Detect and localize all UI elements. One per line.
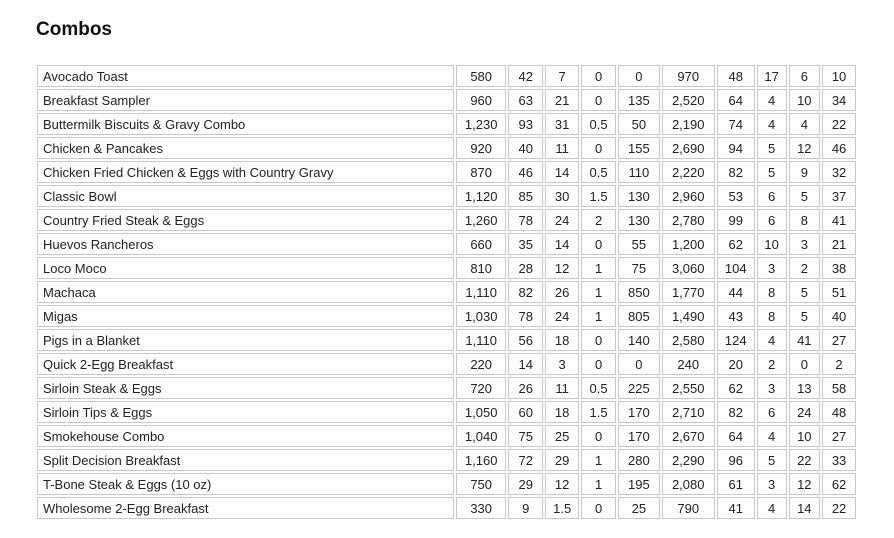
table-row [37, 257, 856, 279]
table-row [37, 377, 856, 399]
value-cell: 850 [618, 281, 660, 303]
value-cell: 2,550 [662, 377, 715, 399]
value-cell: 82 [717, 401, 755, 423]
value-cell: 25 [545, 425, 579, 447]
value-cell: 82 [717, 161, 755, 183]
item-name-cell: Split Decision Breakfast [37, 449, 454, 471]
value-cell: 41 [717, 497, 755, 519]
value-cell: 40 [508, 137, 543, 159]
value-cell: 790 [662, 497, 715, 519]
value-cell: 25 [618, 497, 660, 519]
value-cell: 37 [822, 185, 856, 207]
value-cell: 1 [581, 449, 616, 471]
value-cell: 11 [545, 377, 579, 399]
value-cell: 2,670 [662, 425, 715, 447]
value-cell: 27 [822, 329, 856, 351]
value-cell: 20 [717, 353, 755, 375]
value-cell: 1,110 [456, 329, 506, 351]
table-row [37, 401, 856, 423]
table-body [37, 65, 856, 519]
item-name-cell: Loco Moco [37, 257, 454, 279]
value-cell: 1.5 [581, 401, 616, 423]
value-cell: 660 [456, 233, 506, 255]
value-cell: 40 [822, 305, 856, 327]
value-cell: 14 [545, 161, 579, 183]
value-cell: 2,710 [662, 401, 715, 423]
value-cell: 43 [717, 305, 755, 327]
value-cell: 6 [789, 65, 821, 87]
value-cell: 2 [822, 353, 856, 375]
value-cell: 10 [789, 89, 821, 111]
item-name-cell: Breakfast Sampler [37, 89, 454, 111]
value-cell: 2 [581, 209, 616, 231]
value-cell: 805 [618, 305, 660, 327]
item-name-cell: Chicken Fried Chicken & Eggs with Country Gravy [37, 161, 454, 183]
value-cell: 64 [717, 425, 755, 447]
value-cell: 48 [717, 65, 755, 87]
value-cell: 13 [789, 377, 821, 399]
value-cell: 32 [822, 161, 856, 183]
value-cell: 3 [757, 473, 787, 495]
value-cell: 99 [717, 209, 755, 231]
table-row [37, 473, 856, 495]
table-row [37, 281, 856, 303]
item-name-cell: Pigs in a Blanket [37, 329, 454, 351]
value-cell: 44 [717, 281, 755, 303]
value-cell: 1,770 [662, 281, 715, 303]
table-row [37, 65, 856, 87]
value-cell: 61 [717, 473, 755, 495]
value-cell: 0 [581, 425, 616, 447]
table-row [37, 329, 856, 351]
value-cell: 31 [545, 113, 579, 135]
value-cell: 41 [822, 209, 856, 231]
value-cell: 870 [456, 161, 506, 183]
value-cell: 0 [789, 353, 821, 375]
value-cell: 17 [757, 65, 787, 87]
value-cell: 2,220 [662, 161, 715, 183]
table-row [37, 161, 856, 183]
value-cell: 82 [508, 281, 543, 303]
value-cell: 1,120 [456, 185, 506, 207]
value-cell: 6 [757, 209, 787, 231]
value-cell: 130 [618, 185, 660, 207]
value-cell: 8 [757, 281, 787, 303]
value-cell: 110 [618, 161, 660, 183]
value-cell: 5 [757, 449, 787, 471]
value-cell: 4 [757, 497, 787, 519]
value-cell: 2,960 [662, 185, 715, 207]
value-cell: 135 [618, 89, 660, 111]
value-cell: 2,520 [662, 89, 715, 111]
value-cell: 53 [717, 185, 755, 207]
value-cell: 3 [789, 233, 821, 255]
value-cell: 1,110 [456, 281, 506, 303]
value-cell: 46 [508, 161, 543, 183]
value-cell: 14 [789, 497, 821, 519]
value-cell: 240 [662, 353, 715, 375]
value-cell: 85 [508, 185, 543, 207]
value-cell: 48 [822, 401, 856, 423]
value-cell: 170 [618, 425, 660, 447]
table-row [37, 137, 856, 159]
table-row [37, 89, 856, 111]
value-cell: 0.5 [581, 113, 616, 135]
item-name-cell: Country Fried Steak & Eggs [37, 209, 454, 231]
value-cell: 6 [757, 185, 787, 207]
value-cell: 1 [581, 305, 616, 327]
value-cell: 64 [717, 89, 755, 111]
value-cell: 58 [822, 377, 856, 399]
item-name-cell: Huevos Rancheros [37, 233, 454, 255]
table-row [37, 497, 856, 519]
value-cell: 24 [545, 209, 579, 231]
value-cell: 5 [757, 161, 787, 183]
value-cell: 2,080 [662, 473, 715, 495]
item-name-cell: Quick 2-Egg Breakfast [37, 353, 454, 375]
value-cell: 26 [508, 377, 543, 399]
value-cell: 94 [717, 137, 755, 159]
value-cell: 60 [508, 401, 543, 423]
value-cell: 1.5 [545, 497, 579, 519]
value-cell: 12 [789, 473, 821, 495]
value-cell: 4 [789, 113, 821, 135]
value-cell: 33 [822, 449, 856, 471]
item-name-cell: T-Bone Steak & Eggs (10 oz) [37, 473, 454, 495]
value-cell: 21 [822, 233, 856, 255]
value-cell: 4 [757, 425, 787, 447]
value-cell: 10 [789, 425, 821, 447]
value-cell: 41 [789, 329, 821, 351]
value-cell: 12 [545, 473, 579, 495]
value-cell: 124 [717, 329, 755, 351]
value-cell: 4 [757, 113, 787, 135]
item-name-cell: Classic Bowl [37, 185, 454, 207]
value-cell: 12 [789, 137, 821, 159]
table-row [37, 425, 856, 447]
value-cell: 2,690 [662, 137, 715, 159]
value-cell: 34 [822, 89, 856, 111]
value-cell: 11 [545, 137, 579, 159]
value-cell: 46 [822, 137, 856, 159]
value-cell: 27 [822, 425, 856, 447]
value-cell: 22 [822, 113, 856, 135]
value-cell: 155 [618, 137, 660, 159]
value-cell: 62 [822, 473, 856, 495]
value-cell: 810 [456, 257, 506, 279]
value-cell: 56 [508, 329, 543, 351]
value-cell: 5 [789, 185, 821, 207]
value-cell: 62 [717, 233, 755, 255]
value-cell: 0 [581, 89, 616, 111]
value-cell: 580 [456, 65, 506, 87]
value-cell: 1.5 [581, 185, 616, 207]
value-cell: 130 [618, 209, 660, 231]
value-cell: 5 [789, 305, 821, 327]
value-cell: 1 [581, 281, 616, 303]
value-cell: 8 [789, 209, 821, 231]
value-cell: 4 [757, 89, 787, 111]
item-name-cell: Chicken & Pancakes [37, 137, 454, 159]
value-cell: 970 [662, 65, 715, 87]
value-cell: 5 [757, 137, 787, 159]
value-cell: 62 [717, 377, 755, 399]
value-cell: 0 [618, 65, 660, 87]
value-cell: 72 [508, 449, 543, 471]
value-cell: 26 [545, 281, 579, 303]
value-cell: 140 [618, 329, 660, 351]
value-cell: 28 [508, 257, 543, 279]
value-cell: 1,260 [456, 209, 506, 231]
value-cell: 1,230 [456, 113, 506, 135]
value-cell: 4 [757, 329, 787, 351]
value-cell: 38 [822, 257, 856, 279]
table-row [37, 185, 856, 207]
item-name-cell: Smokehouse Combo [37, 425, 454, 447]
value-cell: 0 [581, 353, 616, 375]
value-cell: 0.5 [581, 161, 616, 183]
value-cell: 93 [508, 113, 543, 135]
value-cell: 3 [545, 353, 579, 375]
table-row [37, 233, 856, 255]
value-cell: 1 [581, 473, 616, 495]
value-cell: 1,050 [456, 401, 506, 423]
value-cell: 10 [757, 233, 787, 255]
value-cell: 920 [456, 137, 506, 159]
value-cell: 0 [618, 353, 660, 375]
value-cell: 29 [545, 449, 579, 471]
item-name-cell: Machaca [37, 281, 454, 303]
value-cell: 24 [789, 401, 821, 423]
value-cell: 104 [717, 257, 755, 279]
value-cell: 0 [581, 329, 616, 351]
value-cell: 9 [508, 497, 543, 519]
value-cell: 2,580 [662, 329, 715, 351]
value-cell: 0 [581, 497, 616, 519]
table-row [37, 113, 856, 135]
item-name-cell: Migas [37, 305, 454, 327]
value-cell: 22 [822, 497, 856, 519]
value-cell: 2 [789, 257, 821, 279]
value-cell: 24 [545, 305, 579, 327]
item-name-cell: Buttermilk Biscuits & Gravy Combo [37, 113, 454, 135]
value-cell: 195 [618, 473, 660, 495]
value-cell: 0 [581, 137, 616, 159]
value-cell: 78 [508, 305, 543, 327]
value-cell: 75 [618, 257, 660, 279]
value-cell: 75 [508, 425, 543, 447]
value-cell: 30 [545, 185, 579, 207]
value-cell: 9 [789, 161, 821, 183]
value-cell: 1,160 [456, 449, 506, 471]
value-cell: 35 [508, 233, 543, 255]
value-cell: 10 [822, 65, 856, 87]
value-cell: 960 [456, 89, 506, 111]
value-cell: 225 [618, 377, 660, 399]
value-cell: 3,060 [662, 257, 715, 279]
value-cell: 0 [581, 233, 616, 255]
value-cell: 2,190 [662, 113, 715, 135]
value-cell: 1,040 [456, 425, 506, 447]
value-cell: 280 [618, 449, 660, 471]
item-name-cell: Sirloin Tips & Eggs [37, 401, 454, 423]
page-title: Combos [36, 19, 112, 40]
value-cell: 42 [508, 65, 543, 87]
value-cell: 18 [545, 401, 579, 423]
value-cell: 3 [757, 257, 787, 279]
value-cell: 0 [581, 65, 616, 87]
value-cell: 330 [456, 497, 506, 519]
value-cell: 1,030 [456, 305, 506, 327]
value-cell: 96 [717, 449, 755, 471]
combos-nutrition-table [35, 63, 858, 521]
value-cell: 1,490 [662, 305, 715, 327]
value-cell: 50 [618, 113, 660, 135]
value-cell: 1 [581, 257, 616, 279]
value-cell: 14 [545, 233, 579, 255]
value-cell: 29 [508, 473, 543, 495]
value-cell: 220 [456, 353, 506, 375]
value-cell: 7 [545, 65, 579, 87]
value-cell: 78 [508, 209, 543, 231]
value-cell: 8 [757, 305, 787, 327]
value-cell: 74 [717, 113, 755, 135]
value-cell: 720 [456, 377, 506, 399]
table-row [37, 209, 856, 231]
value-cell: 6 [757, 401, 787, 423]
value-cell: 2,290 [662, 449, 715, 471]
table-row [37, 353, 856, 375]
value-cell: 750 [456, 473, 506, 495]
value-cell: 2 [757, 353, 787, 375]
value-cell: 14 [508, 353, 543, 375]
value-cell: 63 [508, 89, 543, 111]
value-cell: 3 [757, 377, 787, 399]
value-cell: 21 [545, 89, 579, 111]
value-cell: 22 [789, 449, 821, 471]
value-cell: 2,780 [662, 209, 715, 231]
value-cell: 51 [822, 281, 856, 303]
value-cell: 5 [789, 281, 821, 303]
item-name-cell: Wholesome 2-Egg Breakfast [37, 497, 454, 519]
value-cell: 55 [618, 233, 660, 255]
item-name-cell: Avocado Toast [37, 65, 454, 87]
value-cell: 1,200 [662, 233, 715, 255]
value-cell: 170 [618, 401, 660, 423]
value-cell: 18 [545, 329, 579, 351]
table-row [37, 449, 856, 471]
value-cell: 0.5 [581, 377, 616, 399]
value-cell: 12 [545, 257, 579, 279]
table-row [37, 305, 856, 327]
item-name-cell: Sirloin Steak & Eggs [37, 377, 454, 399]
